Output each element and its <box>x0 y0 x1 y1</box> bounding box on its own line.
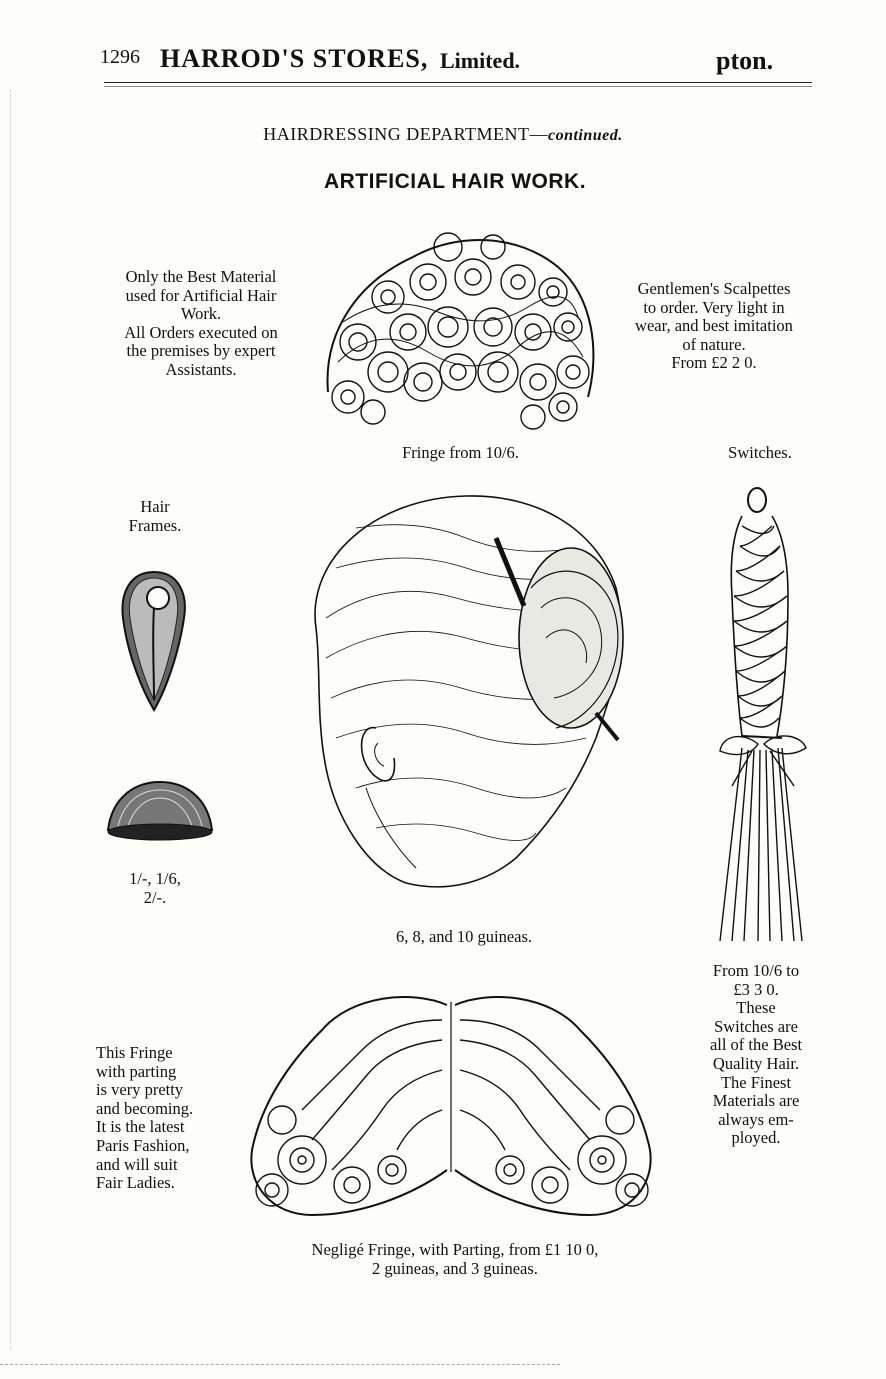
header-rule <box>104 82 812 83</box>
store-name-suffix: Limited. <box>440 48 521 73</box>
fringe-parting-note: This Fringe with parting is very pretty and becoming. It is the latest Paris Fashion, and will suit Fair Ladies. <box>96 1043 194 1193</box>
switch-illustration <box>712 486 812 946</box>
neglige-caption-line2: 2 guineas, and 3 guineas. <box>372 1259 538 1278</box>
department-name: HAIRDRESSING DEPARTMENT— <box>263 124 548 144</box>
page-bottom-edge <box>0 1364 560 1365</box>
neglige-caption-line1: Negligé Fringe, with Parting, from £1 10 0, <box>311 1240 599 1259</box>
neglige-fringe-illustration <box>242 990 660 1230</box>
page-number: 1296 <box>100 46 140 68</box>
material-note: Only the Best Material used for Artificial Hair Work. All Orders executed on the premises by expert Assistants. <box>124 267 278 379</box>
fringe-illustration <box>318 222 603 434</box>
department-continued: continued. <box>547 127 623 144</box>
header-rule-secondary <box>104 86 812 87</box>
fringe-caption: Fringe from 10/6. <box>402 443 519 462</box>
hair-frame-dome-illustration <box>104 778 216 842</box>
page-edge-shadow <box>10 90 11 1350</box>
chignon-head-illustration <box>296 488 632 918</box>
hair-frame-oval-illustration <box>118 568 190 713</box>
store-name: HARROD'S STORES, <box>160 44 429 73</box>
chignon-caption: 6, 8, and 10 guineas. <box>395 927 533 946</box>
hair-frames-price: 1/-, 1/6, 2/-. <box>129 869 181 907</box>
switches-label: Switches. <box>728 443 792 462</box>
switches-note: From 10/6 to £3 3 0. These Switches are all of the Best Quality Hair. The Finest Materials are always em- ployed. <box>709 961 803 1148</box>
department-heading <box>0 124 886 145</box>
scalpettes-note: Gentlemen's Scalpettes to order. Very light in wear, and best imitation of nature. From £2 2 0. <box>635 279 793 373</box>
section-title: ARTIFICIAL HAIR WORK. <box>323 170 587 193</box>
hair-frames-label: Hair Frames. <box>128 497 182 535</box>
corner-fragment: pton. <box>716 46 774 75</box>
